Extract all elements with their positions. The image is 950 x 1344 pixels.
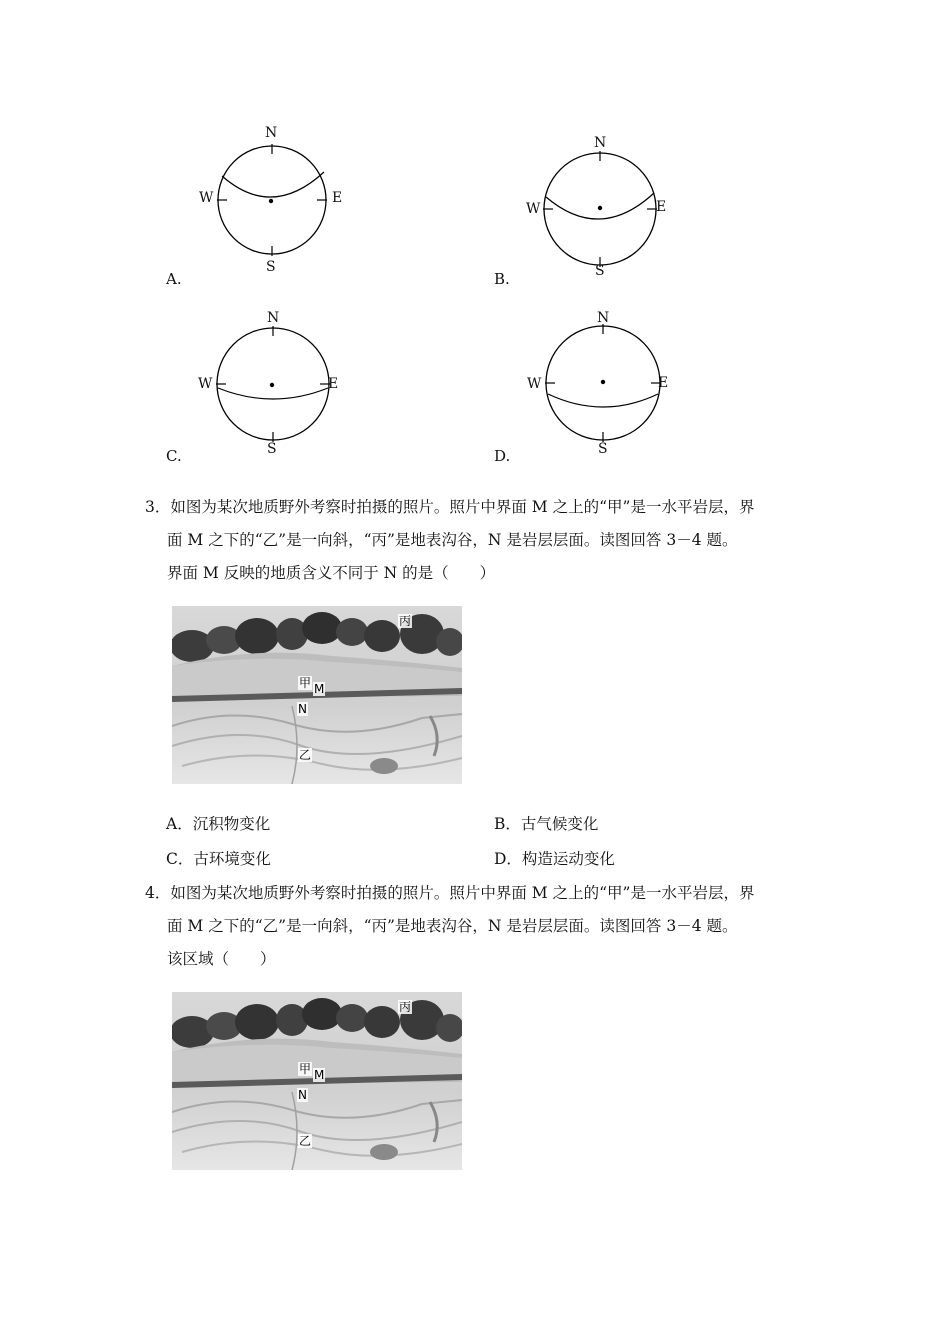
south-label: S	[598, 441, 608, 457]
option-a-label: A.	[166, 270, 182, 288]
photo-label-bing: 丙	[399, 614, 412, 628]
photo-label-m: M	[314, 1068, 325, 1082]
photo-label-yi: 乙	[299, 748, 312, 762]
east-label: E	[656, 199, 667, 215]
south-label: S	[267, 441, 277, 457]
photo-label-jia: 甲	[299, 1062, 312, 1076]
question-text-line-1: 如图为某次地质野外考察时拍摄的照片。照片中界面 M 之上的“甲”是一水平岩层，界	[170, 884, 755, 902]
north-label: N	[267, 310, 280, 326]
photo-label-bing: 丙	[399, 1000, 412, 1014]
east-label: E	[328, 376, 339, 392]
question-text-line-2: 面 M 之下的“乙”是一向斜，“丙”是地表沟谷，N 是岩层层面。读图回答 3－4 题。	[167, 917, 738, 935]
option-c-label: C.	[166, 447, 182, 465]
west-label: W	[199, 190, 214, 206]
north-label: N	[594, 135, 607, 151]
question-text-line-3: 界面 M 反映的地质含义不同于 N 的是（ ）	[167, 564, 496, 582]
compass-option-d	[526, 310, 686, 460]
west-label: W	[526, 201, 541, 217]
photo-label-m: M	[314, 682, 325, 696]
north-label: N	[265, 125, 278, 141]
question-text-line-1: 如图为某次地质野外考察时拍摄的照片。照片中界面 M 之上的“甲”是一水平岩层，界	[170, 498, 755, 516]
question-number: 4．	[145, 884, 171, 902]
answer-option-a[interactable]: A．沉积物变化	[166, 815, 271, 833]
east-label: E	[332, 190, 343, 206]
question-number: 3．	[145, 498, 171, 516]
photo-label-n: N	[298, 1088, 307, 1102]
photo-label-n: N	[298, 702, 307, 716]
east-label: E	[658, 375, 669, 391]
question-4	[145, 877, 825, 976]
option-d-label: D.	[494, 447, 511, 465]
compass-option-c	[196, 310, 356, 460]
north-label: N	[597, 310, 610, 326]
photo-label-jia: 甲	[299, 676, 312, 690]
west-label: W	[198, 376, 213, 392]
west-label: W	[527, 376, 542, 392]
answer-option-d[interactable]: D．构造运动变化	[494, 850, 615, 868]
south-label: S	[595, 263, 605, 279]
option-b-label: B.	[494, 270, 510, 288]
answer-option-b[interactable]: B．古气候变化	[494, 815, 599, 833]
question-text-line-2: 面 M 之下的“乙”是一向斜，“丙”是地表沟谷，N 是岩层层面。读图回答 3－4 题。	[167, 531, 738, 549]
compass-option-b	[524, 133, 684, 283]
question-3	[145, 491, 825, 590]
answer-option-c[interactable]: C．古环境变化	[166, 850, 271, 868]
question-text-line-3: 该区域（ ）	[167, 950, 276, 968]
compass-option-a	[196, 124, 356, 274]
geology-photo-q3	[172, 606, 462, 784]
photo-label-yi: 乙	[299, 1134, 312, 1148]
south-label: S	[266, 259, 276, 275]
geology-photo-q4	[172, 992, 462, 1170]
